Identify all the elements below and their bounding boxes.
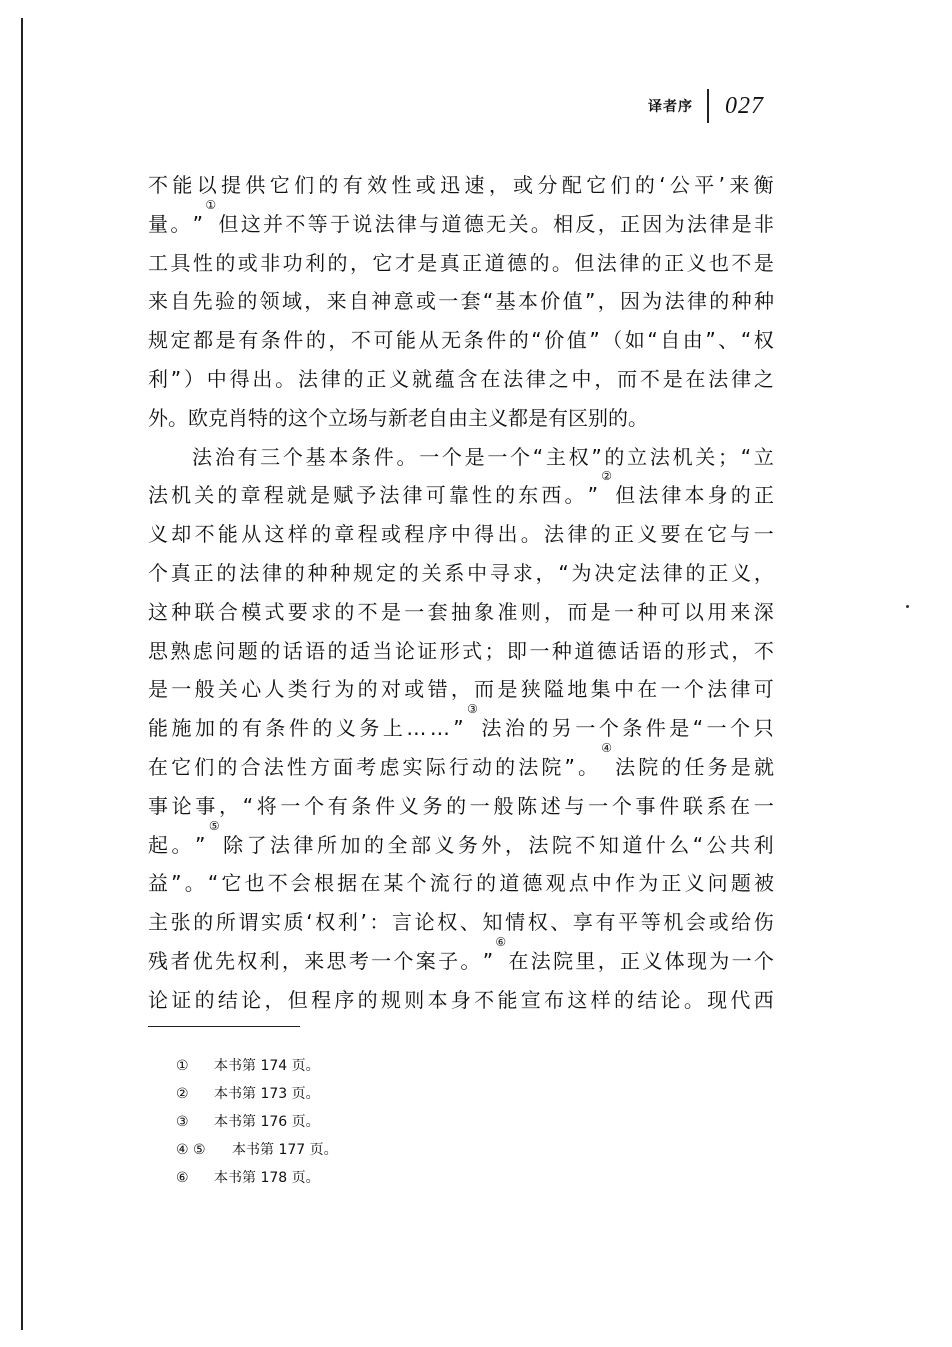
footnote-text: 本书第 178 页。 <box>214 1170 320 1186</box>
body-line: 法 治 有 三 个 基 本 条 件 。 一 个 是 一 个 “ 主 权 ” 的 立 法 机 关 ； “ 立 <box>192 444 774 469</box>
section-title: 译者序 <box>648 99 693 115</box>
footnote-divider <box>148 1026 300 1027</box>
footnote-reference: ⑥ <box>495 934 507 949</box>
body-line: 这 种 联 合 模 式 要 求 的 不 是 一 套 抽 象 准 则 ， 而 是 一 种 可 以 用 来 深 <box>148 599 774 624</box>
body-line: 主 张 的 所 谓 实 质 ‘ 权 利 ’ ： 言 论 权 、 知 情 权 、 享 有 平 等 机 会 或 给 伤 <box>148 910 774 935</box>
body-line: 外 。 欧 克 肖 特 的 这 个 立 场 与 新 老 自 由 主 义 都 是 有 区 别 的 。 <box>148 405 648 430</box>
footnotes <box>176 1052 338 1192</box>
footnote-mark: ③ <box>176 1114 189 1130</box>
footnote-reference: ① <box>205 197 217 212</box>
footnote-text: 本书第 176 页。 <box>214 1114 320 1130</box>
body-line: 是 一 般 关 心 人 类 行 为 的 对 或 错 ， 而 是 狭 隘 地 集 中 在 一 个 法 律 可 <box>148 677 774 702</box>
body-line: 量 。 ” ① 但 这 并 不 等 于 说 法 律 与 道 德 无 关 。 相 反 ， 正 因 为 法 律 是 非 <box>148 205 774 244</box>
body-line: 来 自 先 验 的 领 域 ， 来 自 神 意 或 一 套 “ 基 本 价 值 ” ， 因 为 法 律 的 种 种 <box>148 289 774 314</box>
body-text <box>148 166 774 1020</box>
footnote-item <box>176 1108 338 1136</box>
footnote-mark: ① <box>176 1058 189 1074</box>
body-line: 法 机 关 的 章 程 就 是 赋 予 法 律 可 靠 性 的 东 西 。 ” ② 但 法 律 本 身 的 正 <box>148 476 774 515</box>
footnote-reference: ④ <box>601 740 612 755</box>
body-line: 能 施 加 的 有 条 件 的 义 务 上 … … ” ③ 法 治 的 另 一 个 条 件 是 “ 一 个 只 <box>148 709 774 748</box>
footnote-item <box>176 1080 338 1108</box>
running-header <box>648 88 764 124</box>
body-line: 规 定 都 是 有 条 件 的 ， 不 可 能 从 无 条 件 的 “ 价 值 ” （ 如 “ 自 由 ” 、 “ 权 <box>148 328 774 353</box>
footnote-text: 本书第 174 页。 <box>214 1058 320 1074</box>
footnote-item <box>176 1136 338 1164</box>
footnote-item <box>176 1052 338 1080</box>
header-divider <box>707 89 709 123</box>
body-line: 在 它 们 的 合 法 性 方 面 考 虑 实 际 行 动 的 法 院 ” 。 ④ 法 院 的 任 务 是 就 <box>148 748 774 787</box>
footnote-text: 本书第 173 页。 <box>214 1086 320 1102</box>
footnote-reference: ③ <box>467 702 478 717</box>
body-line: 论 证 的 结 论 ， 但 程 序 的 规 则 本 身 不 能 宣 布 这 样 的 结 论 。 现 代 西 <box>148 987 774 1012</box>
body-line: 个 真 正 的 法 律 的 种 种 规 定 的 关 系 中 寻 求 ， “ 为 决 定 法 律 的 正 义 ， <box>148 560 774 585</box>
body-line: 不 能 以 提 供 它 们 的 有 效 性 或 迅 速 ， 或 分 配 它 们 的 ‘ 公 平 ’ 来 衡 <box>148 173 774 197</box>
footnote-reference: ② <box>601 469 612 484</box>
body-line: 残 者 优 先 权 利 ， 来 思 考 一 个 案 子 。 ” ⑥ 在 法 院 里 ， 正 义 体 现 为 一 个 <box>148 942 774 981</box>
body-line: 事 论 事 ， “ 将 一 个 有 条 件 义 务 的 一 般 陈 述 与 一 个 事 件 联 系 在 一 <box>148 793 774 818</box>
body-line: 利 ” ） 中 得 出 。 法 律 的 正 义 就 蕴 含 在 法 律 之 中 ， 而 不 是 在 法 律 之 <box>148 366 774 391</box>
footnote-mark: ④ ⑤ <box>176 1142 206 1158</box>
page-edge-line <box>21 18 23 1330</box>
body-line: 思 熟 虑 问 题 的 话 语 的 适 当 论 证 形 式 ； 即 一 种 道 德 话 语 的 形 式 ， 不 <box>148 638 774 663</box>
body-line: 义 却 不 能 从 这 样 的 章 程 或 程 序 中 得 出 。 法 律 的 正 义 要 在 它 与 一 <box>148 522 774 547</box>
footnote-mark: ⑥ <box>176 1170 189 1186</box>
body-line: 工 具 性 的 或 非 功 利 的 ， 它 才 是 真 正 道 德 的 。 但 法 律 的 正 义 也 不 是 <box>148 250 774 275</box>
scan-speck <box>906 605 909 608</box>
footnote-reference: ⑤ <box>208 818 220 833</box>
footnote-text: 本书第 177 页。 <box>232 1142 338 1158</box>
footnote-mark: ② <box>176 1086 189 1102</box>
page-number: 027 <box>725 92 764 119</box>
body-line: 益 ” 。 “ 它 也 不 会 根 据 在 某 个 流 行 的 道 德 观 点 中 作 为 正 义 问 题 被 <box>148 871 774 896</box>
body-line: 起 。 ” ⑤ 除 了 法 律 所 加 的 全 部 义 务 外 ， 法 院 不 知 道 什 么 “ 公 共 利 <box>148 826 774 865</box>
footnote-item <box>176 1164 338 1192</box>
